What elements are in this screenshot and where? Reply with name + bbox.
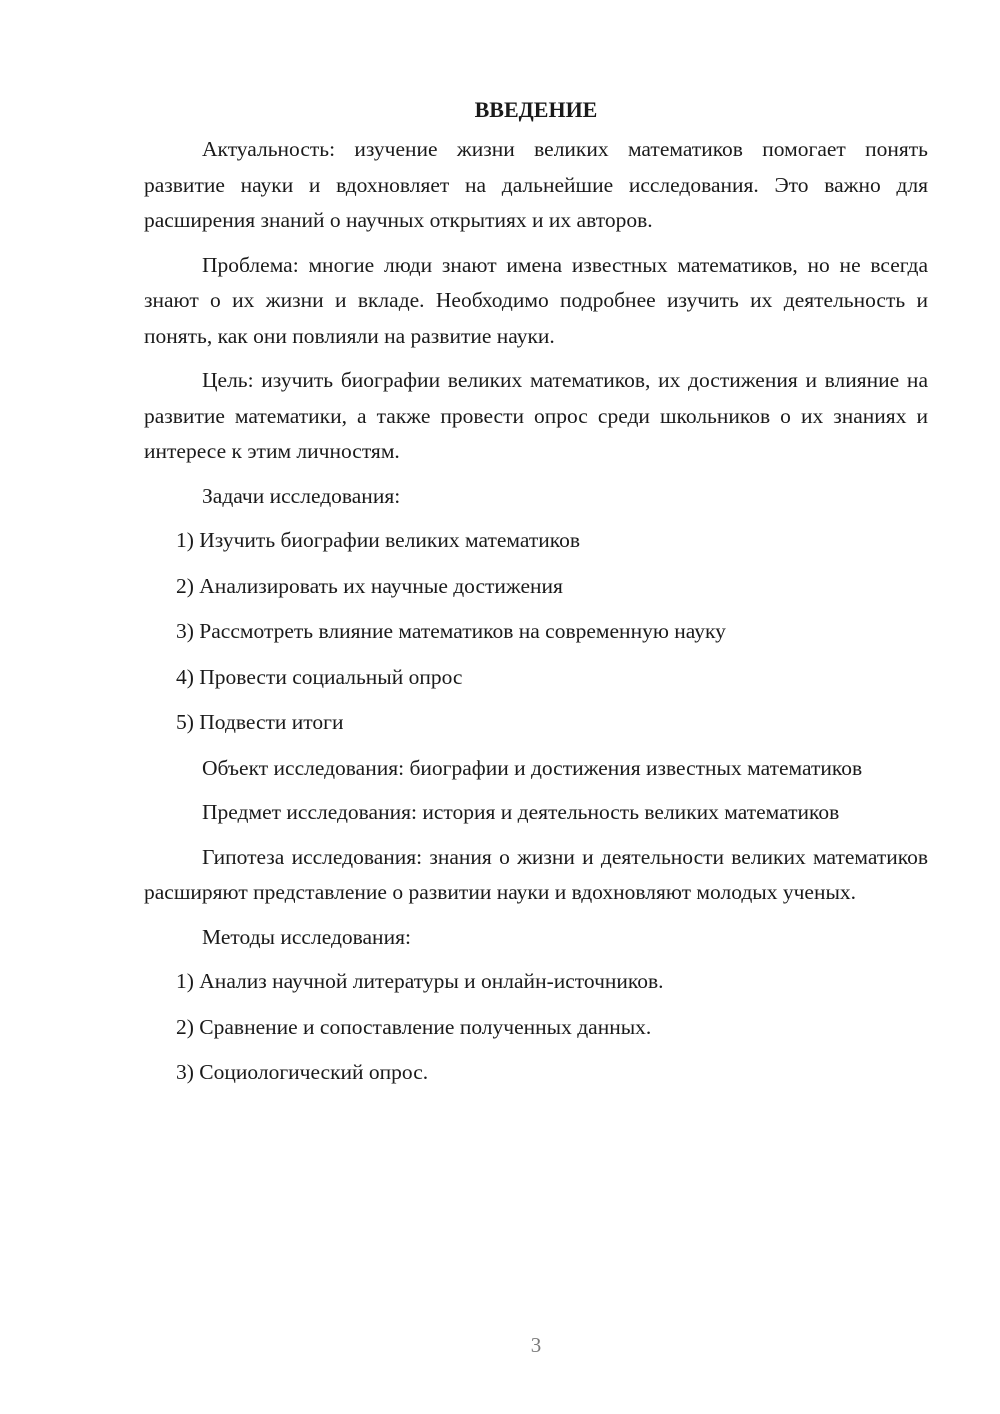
page-title: ВВЕДЕНИЕ [474,97,598,122]
list-item: 1) Изучить биографии великих математиков [176,528,580,552]
subject-paragraph: Предмет исследования: история и деятельность великих математиков [202,800,840,824]
list-item: 5) Подвести итоги [176,710,344,734]
tasks-heading: Задачи исследования: [202,483,401,508]
goal-paragraph: Цель: изучить биографии великих математиков, их достижения и влияние на развитие математики, а также провести опрос среди школьников о их знаниях и интересе к этим личностям. [144,368,928,463]
hypothesis-paragraph: Гипотеза исследования: знания о жизни и деятельности великих математиков расширяют представление о развитии науки и вдохновляют молодых ученых. [144,844,928,904]
list-item: 1) Анализ научной литературы и онлайн-источников. [176,969,664,993]
list-item: 2) Анализировать их научные достижения [176,573,563,598]
relevance-paragraph: Актуальность: изучение жизни великих математиков помогает понять развитие науки и вдохновляет на дальнейшие исследования. Это важно для расширения знаний о научных открытиях и их авторов. [144,137,928,232]
list-item: 3) Рассмотреть влияние математиков на современную науку [176,619,726,643]
object-paragraph: Объект исследования: биографии и достижения известных математиков [202,755,863,780]
problem-paragraph: Проблема: многие люди знают имена известных математиков, но не всегда знают о их жизни и вкладе. Необходимо подробнее изучить их деятельность и понять, как они повлияли на развитие науки. [144,252,928,348]
methods-list [144,964,928,1091]
list-item: 4) Провести социальный опрос [176,664,463,689]
list-item: 2) Сравнение и сопоставление полученных данных. [176,1014,652,1039]
document-page [144,92,928,1101]
list-item: 3) Социологический опрос. [176,1060,429,1084]
methods-heading: Методы исследования: [202,924,411,949]
page-number: 3 [530,1333,542,1357]
tasks-list [144,523,928,741]
